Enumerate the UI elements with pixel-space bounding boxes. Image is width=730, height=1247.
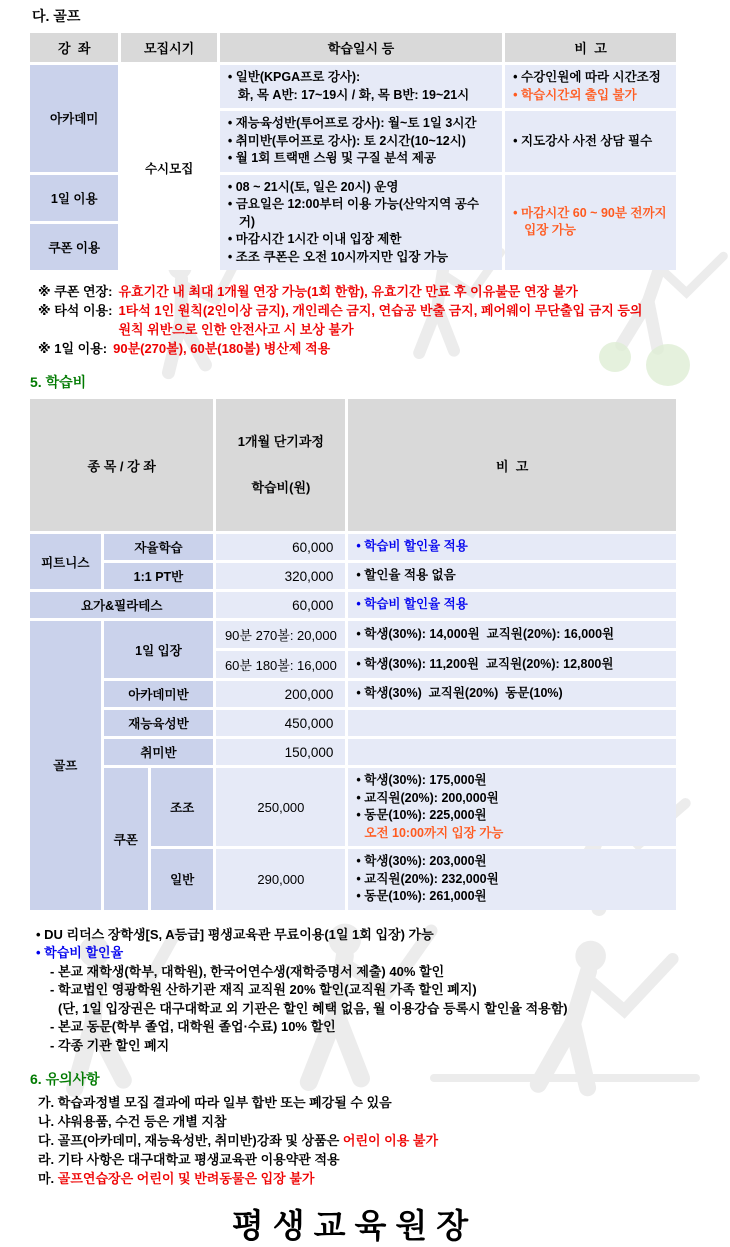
notice-item xyxy=(38,1131,679,1150)
notice-highlight: 어린이 이용 불가 xyxy=(342,1133,439,1148)
fee-general: 290,000 xyxy=(216,849,345,910)
cell-daily-coupon-note xyxy=(505,175,676,271)
text-line: • 재능육성반(투어프로 강사): 월~토 1일 3시간 xyxy=(227,116,477,130)
row-label-coupon: 쿠폰 이용 xyxy=(30,224,118,270)
discount-info xyxy=(36,926,679,1056)
text-line: - 본교 동문(학부 졸업, 대학원 졸업·수료) 10% 할인 xyxy=(50,1019,336,1034)
footnote-coupon-extend xyxy=(38,282,679,301)
col-header-course: 강 좌 xyxy=(30,33,118,62)
row-label-pt: 1:1 PT반 xyxy=(104,563,214,589)
heading-golf: 다. 골프 xyxy=(32,8,81,24)
text-line: • 마감시간 1시간 이내 입장 제한 xyxy=(227,232,402,246)
text-line: • 학생(30%): 203,000원 xyxy=(356,854,487,868)
table-row xyxy=(30,739,676,765)
fee-hobby: 150,000 xyxy=(216,739,345,765)
signature-title: 평생교육원장 xyxy=(231,1209,478,1245)
text-line: (단, 1일 입장권은 대구대학교 외 기관은 할인 혜택 없음, 월 이용강습 등록시 할인율 적용함) xyxy=(58,1000,568,1016)
section5-title: 5. 학습비 xyxy=(30,374,87,390)
row-label-talent: 재능육성반 xyxy=(104,710,214,736)
row-label-fitness: 피트니스 xyxy=(30,534,101,589)
text-line: - 본교 재학생(학부, 대학원), 한국어연수생(재학증명서 제출) 40% 할인 xyxy=(50,963,445,979)
col-header-subject: 종 목 / 강 좌 xyxy=(30,399,213,531)
text-line: • 학습비 할인율 적용 xyxy=(356,597,468,612)
text-line: • 교직원(20%): 200,000원 xyxy=(356,790,499,805)
table-header-row xyxy=(30,33,676,62)
cell-academy-general-schedule xyxy=(220,65,502,108)
text-line: • 금요일은 12:00부터 이용 가능(산악지역 공수거) xyxy=(227,197,479,229)
text-line: • 할인율 적용 없음 xyxy=(356,568,456,583)
table-row xyxy=(30,681,676,707)
text-line: • 08 ~ 21시(토, 일은 20시) 운영 xyxy=(227,179,399,194)
text-line: - 학교법인 영광학원 산하기관 재직 교직원 20% 할인(교직원 가족 할인 폐지) xyxy=(50,982,477,997)
text-line: • 수강인원에 따라 시간조정 xyxy=(513,70,661,84)
notice-text: 라. 기타 사항은 대구대학교 평생교육관 이용약관 적용 xyxy=(38,1152,340,1167)
fee-self-study: 60,000 xyxy=(216,534,345,560)
table-row xyxy=(30,710,676,736)
footnote-text: 90분(270볼), 60분(180볼) 병산제 적용 xyxy=(113,341,331,356)
text-line: • 취미반(투어프로 강사): 토 2시간(10~12시) xyxy=(227,133,466,148)
row-label-golf-academy: 아카데미반 xyxy=(104,681,214,707)
fee-talent: 450,000 xyxy=(216,710,345,736)
footnote-label: ※ 타석 이용: xyxy=(38,303,113,318)
text-line: • 학생(30%) 교직원(20%) 동문(10%) xyxy=(356,686,563,701)
notice-item xyxy=(38,1169,679,1188)
notice-text: 다. 골프(아카데미, 재능육성반, 취미반)강좌 및 상품은 xyxy=(38,1133,343,1148)
note-talent-empty xyxy=(348,710,676,736)
footnote-label: ※ 쿠폰 연장: xyxy=(38,284,113,299)
row-label-yoga: 요가&필라테스 xyxy=(30,592,213,618)
text-line: • 마감시간 60 ~ 90분 전까지 입장 가능 xyxy=(513,205,671,238)
row-label-hobby: 취미반 xyxy=(104,739,214,765)
notice-list xyxy=(38,1093,679,1188)
table-row xyxy=(30,534,676,560)
row-label-academy: 아카데미 xyxy=(30,65,118,172)
note-golf-academy xyxy=(348,681,676,707)
row-label-general: 일반 xyxy=(151,849,214,910)
col-header-schedule: 학습일시 등 xyxy=(220,33,502,62)
note-pt xyxy=(348,563,676,589)
text-line: • 동문(10%): 225,000원 xyxy=(356,808,487,822)
text-line: • 월 1회 트랙맨 스윙 및 구질 분석 제공 xyxy=(227,151,437,165)
fee-golf-academy: 200,000 xyxy=(216,681,345,707)
row-label-coupon-group: 쿠폰 xyxy=(104,768,148,910)
footnote-label: ※ 1일 이용: xyxy=(38,341,108,356)
notice-text: 가. 학습과정별 모집 결과에 따라 일부 합반 또는 폐강될 수 있음 xyxy=(38,1095,392,1110)
text-line: • 일반(KPGA프로 강사): xyxy=(227,70,361,84)
note-day-pass-90 xyxy=(348,621,676,648)
footnotes xyxy=(38,282,679,358)
col-header-period: 모집시기 xyxy=(121,33,216,62)
footnote-tee-use xyxy=(38,301,679,339)
row-label-day-pass: 1일 입장 xyxy=(104,621,214,678)
notice-item xyxy=(38,1112,679,1131)
notice-item xyxy=(38,1093,679,1112)
fee-header-line1: 1개월 단기과정 xyxy=(237,434,324,449)
footnote-one-day xyxy=(38,339,679,358)
cell-daily-coupon-schedule xyxy=(220,175,502,271)
table-row xyxy=(30,563,676,589)
note-general xyxy=(348,849,676,910)
col-header-note: 비 고 xyxy=(348,399,676,531)
text-line: • 학습비 할인율 적용 xyxy=(356,539,468,554)
text-line: • 학생(30%): 11,200원 교직원(20%): 12,800원 xyxy=(356,656,614,671)
text-line: 오전 10:00까지 입장 가능 xyxy=(364,825,504,840)
table-row xyxy=(30,768,676,846)
text-line: • 지도강사 사전 상담 필수 xyxy=(513,133,653,148)
note-early xyxy=(348,768,676,846)
text-line: - 각종 기관 할인 폐지 xyxy=(50,1037,170,1053)
fee-pt: 320,000 xyxy=(216,563,345,589)
text-line: • 조조 쿠폰은 오전 10시까지만 입장 가능 xyxy=(227,249,449,264)
text-line: • 교직원(20%): 232,000원 xyxy=(356,871,499,886)
text-line: • 학습시간외 출입 불가 xyxy=(513,87,637,102)
row-label-one-day: 1일 이용 xyxy=(30,175,118,221)
notice-item xyxy=(38,1150,679,1169)
text-line: • DU 리더스 장학생[S, A등급] 평생교육관 무료이용(1일 1회 입장) 가능 xyxy=(36,926,434,942)
row-label-self-study: 자율학습 xyxy=(104,534,214,560)
text-line: • 학습비 할인율 xyxy=(36,945,124,960)
footnote-text: 1타석 1인 원칙(2인이상 금지), 개인레슨 금지, 연습공 반출 금지, 페어웨이 무단출입 금지 등의 원칙 위반으로 인한 안전사고 시 보상 불가 xyxy=(118,303,643,337)
table-row xyxy=(30,621,676,648)
cell-academy-special-note xyxy=(505,111,676,172)
cell-academy-special-schedule xyxy=(220,111,502,172)
fee-day-pass-90: 90분 270볼: 20,000 xyxy=(216,621,345,648)
text-line: • 학생(30%): 14,000원 교직원(20%): 16,000원 xyxy=(356,626,615,641)
cell-recruit-period: 수시모집 xyxy=(121,65,216,270)
note-hobby-empty xyxy=(348,739,676,765)
note-self-study xyxy=(348,534,676,560)
text-line: • 학생(30%): 175,000원 xyxy=(356,773,487,787)
note-yoga xyxy=(348,592,676,618)
footnote-text: 유효기간 내 최대 1개월 연장 가능(1회 한함), 유효기간 만료 후 이유불문 연장 불가 xyxy=(118,284,578,299)
section6-title: 6. 유의사항 xyxy=(30,1071,100,1087)
table-row xyxy=(30,592,676,618)
golf-schedule-table xyxy=(27,30,679,273)
text-line: • 동문(10%): 261,000원 xyxy=(356,889,487,903)
fee-early: 250,000 xyxy=(216,768,345,846)
fee-table xyxy=(27,396,679,913)
cell-academy-general-note xyxy=(505,65,676,108)
text-line: 화, 목 A반: 17~19시 / 화, 목 B반: 19~21시 xyxy=(237,87,470,102)
row-label-golf: 골프 xyxy=(30,621,101,910)
col-header-fee xyxy=(216,399,345,531)
note-day-pass-60 xyxy=(348,651,676,678)
fee-day-pass-60: 60분 180볼: 16,000 xyxy=(216,651,345,678)
row-label-early: 조조 xyxy=(151,768,214,846)
table-row xyxy=(30,65,676,108)
notice-highlight: 골프연습장은 어린이 및 반려동물은 입장 불가 xyxy=(57,1171,315,1186)
table-header-row xyxy=(30,399,676,531)
notice-text: 마. xyxy=(38,1171,58,1186)
fee-yoga: 60,000 xyxy=(216,592,345,618)
col-header-note: 비 고 xyxy=(505,33,676,62)
notice-text: 나. 샤워용품, 수건 등은 개별 지참 xyxy=(38,1114,227,1129)
fee-header-line2: 학습비(원) xyxy=(251,480,311,495)
